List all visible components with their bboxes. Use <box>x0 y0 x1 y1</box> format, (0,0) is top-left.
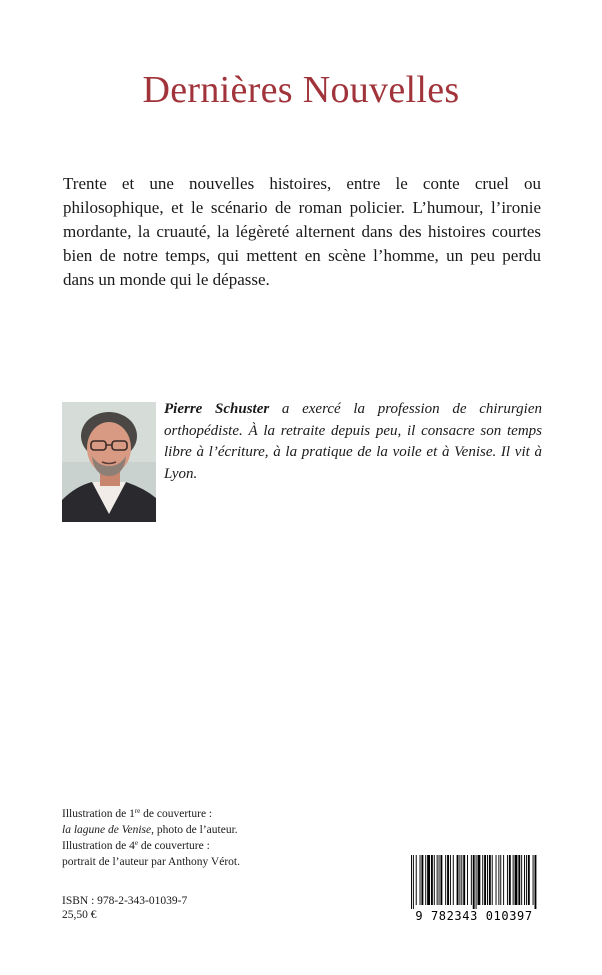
credits-back-prefix: Illustration de 4 <box>62 840 135 852</box>
barcode-bar <box>489 855 491 905</box>
barcode-bar <box>487 855 488 905</box>
barcode-bar <box>440 855 442 905</box>
credits-back-sup: e <box>134 839 138 847</box>
credits-front-suffix: de couverture : <box>140 808 213 820</box>
book-title: Dernières Nouvelles <box>142 69 460 111</box>
barcode-bar <box>447 855 449 905</box>
book-blurb: Trente et une nouvelles histoires, entre le conte cruel ou philosophique, et le scénario de roman policier. L’humour, l’ironie mordante, la cruauté, la légèreté alternent dans des histoires courtes bien de notre temps, qui mettent en scène l’homme, un peu perdu dans un monde qui le dépasse. <box>63 174 541 289</box>
barcode-bar <box>420 855 421 905</box>
barcode-bar <box>535 855 537 909</box>
price: 25,50 € <box>62 909 97 921</box>
author-bio-text: a exercé la profession de chirurgien orthopédiste. À la retraite depuis peu, il consacre son temps libre à l’écriture, à la pratique de la voile et à Venise. Il vit à Lyon. <box>164 401 542 482</box>
barcode-bar <box>411 855 412 909</box>
barcode-bar <box>437 855 438 905</box>
barcode-bar <box>431 855 433 905</box>
barcode-bar <box>459 855 460 905</box>
barcode-bar <box>521 855 522 905</box>
barcode-bar <box>528 855 530 905</box>
barcode-bar <box>533 855 534 905</box>
isbn-block <box>62 894 262 922</box>
barcode-bar <box>492 855 493 905</box>
credits-line-back <box>62 838 362 854</box>
barcode-bar <box>457 855 459 905</box>
barcode-bar <box>515 855 518 905</box>
credits-front-title: la lagune de Venise <box>62 824 152 836</box>
barcode-bar <box>439 855 440 905</box>
barcode-bar <box>461 855 462 905</box>
credits-front-rest: , photo de l’auteur. <box>151 824 238 836</box>
credits-line-front-desc <box>62 822 362 838</box>
credits-back-suffix: de couverture : <box>137 840 210 852</box>
credits-line-back-desc: portrait de l’auteur par Anthony Vérot. <box>62 856 240 868</box>
barcode-bar <box>482 855 483 905</box>
barcode-bars <box>408 855 540 909</box>
barcode-bar <box>500 855 501 905</box>
barcode-bar <box>507 855 508 905</box>
author-portrait <box>62 402 156 522</box>
barcode-bar <box>484 855 486 905</box>
barcode-bar <box>473 855 475 909</box>
credits-line-front <box>62 806 362 822</box>
barcode-bar <box>421 855 423 905</box>
barcode-bar <box>445 855 446 905</box>
barcode-bar <box>498 855 499 905</box>
barcode-bar <box>526 855 527 905</box>
barcode-bar <box>434 855 435 905</box>
barcode-bar <box>509 855 511 905</box>
barcode-bar <box>524 855 525 905</box>
barcode-bar <box>476 855 477 909</box>
author-bio <box>164 399 542 485</box>
isbn-number: ISBN : 978-2-343-01039-7 <box>62 895 188 907</box>
barcode-bar <box>463 855 465 905</box>
credits-front-prefix: Illustration de 1 <box>62 808 135 820</box>
barcode-bar <box>413 855 414 909</box>
barcode-bar <box>518 855 520 905</box>
barcode-bar <box>416 855 417 905</box>
barcode-bar <box>503 855 504 905</box>
barcode-bar <box>450 855 451 905</box>
barcode-bar <box>425 855 426 905</box>
author-name: Pierre Schuster <box>164 401 270 417</box>
credits-front-sup: re <box>134 807 141 815</box>
barcode-number: 9 782343 010397 <box>415 909 533 923</box>
cover-credits <box>62 806 362 870</box>
barcode-bar <box>467 855 468 905</box>
barcode-bar <box>513 855 514 905</box>
barcode-bar <box>496 855 497 905</box>
barcode-bar <box>478 855 481 905</box>
barcode-bar <box>453 855 454 905</box>
barcode-bar <box>427 855 430 905</box>
barcode-bar <box>471 855 472 905</box>
